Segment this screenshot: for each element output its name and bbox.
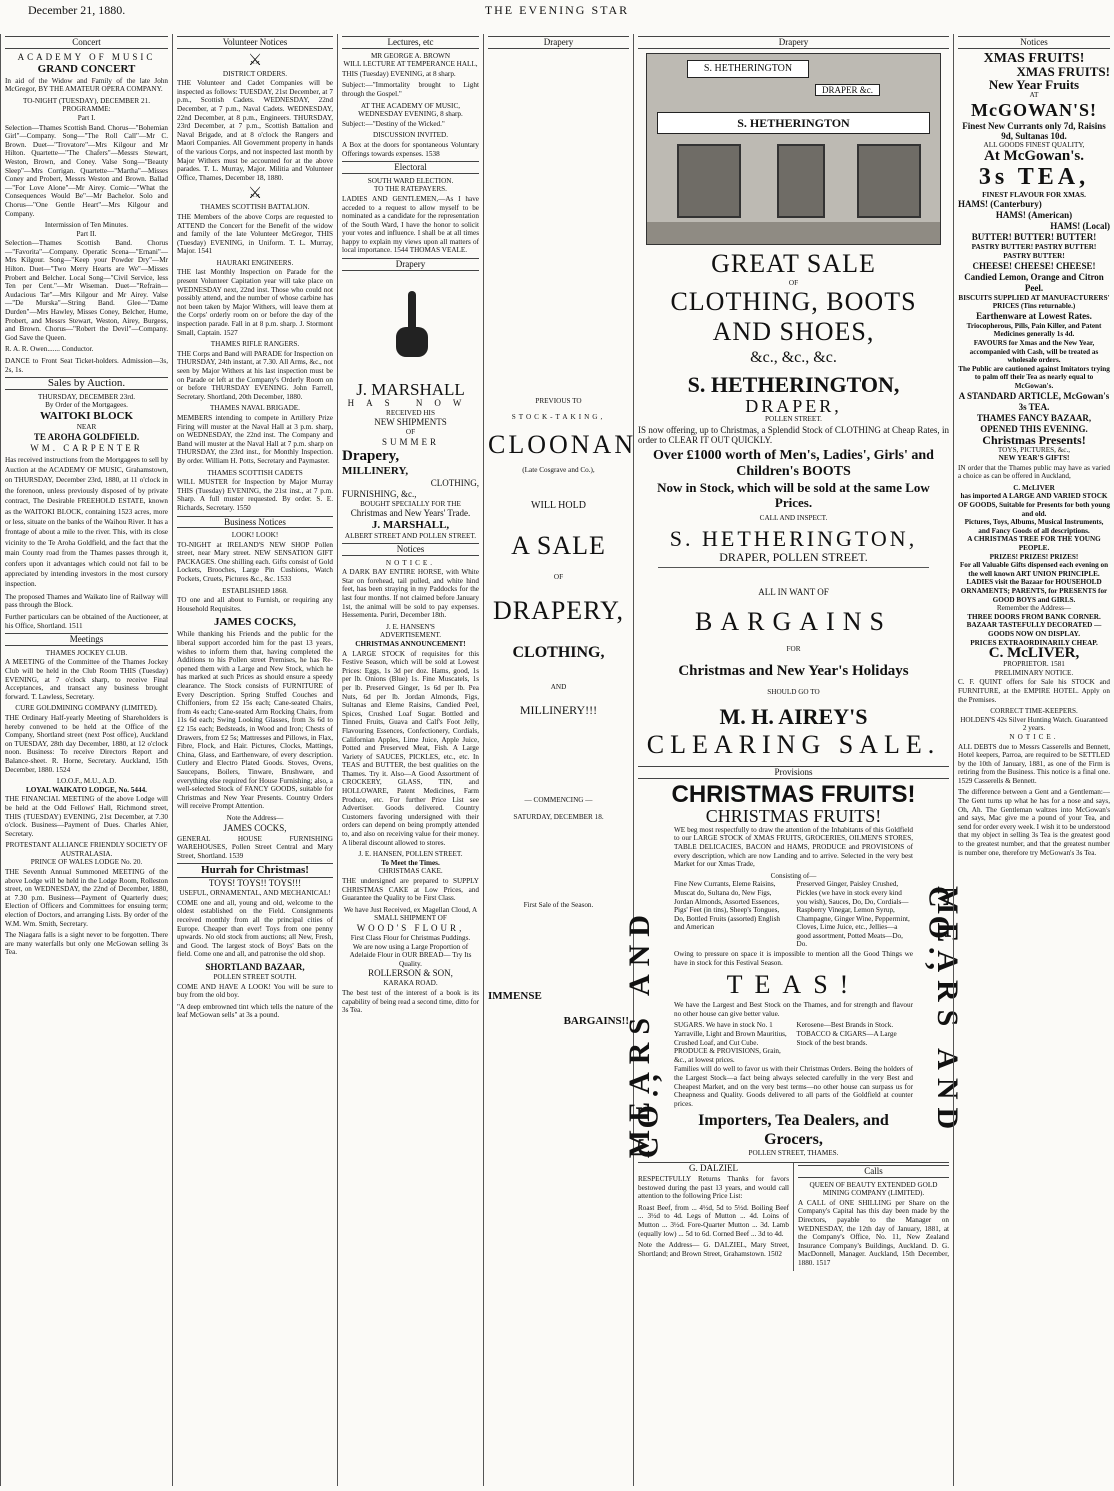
should-go: SHOULD GO TO — [767, 687, 820, 696]
great-sale: GREAT SALE — [711, 248, 876, 278]
previous-to: PREVIOUS TO — [535, 396, 582, 405]
part-one: Part I. — [77, 113, 96, 122]
queen-heading: QUEEN OF BEAUTY EXTENDED GOLD MINING COMPANY (LIMITED). — [809, 1180, 938, 1198]
christmas-announcement: CHRISTMAS ANNOUNCEMENT! — [355, 639, 466, 648]
millinery-word: MILLINERY, — [342, 464, 409, 477]
cake-body: THE undersigned are prepared to SUPPLY CHRISTMAS CAKE at Low Prices, and Guarantee the Quality to be First Class. — [342, 877, 479, 903]
cocks-body: While thanking his Friends and the public for the liberal support accorded him for the past 13 years, wishes to inform them that, having completed the Additions to his Pollen street Premises, he has Re-opened them with a Large and New Stock, which he has marked at such Prices as should ensure a speedy clearance. The Stock consists of FURNITURE of Every Description. Spring Stuffed Couches and Chiffoniers, from £2 15s each; Cane-seated Chairs, from 4s each; Cane-seated Arm Rocking Chairs, from 11s 6d each; Swing Looking Glasses, from 3s 6d to £2 15s each; Bedsteads, in Wood and Iron; Chests of Drawers, from £2 5s; Mattresses and Pillows, in Flax, Fibre, Flock, and Hair. Pictures, Clocks, Mattings, China, Glass, and Earthenware, of every description. Cutlery and Electro Plated Goods. Stoves, Ovens, Saucepans, Boilers, Tinware, Brushware, and everything else required for House Furnishing; also, a well-selected Stock of FANCY GOODS, suitable for Christmas and New Year Presents. Country Orders will receive Prompt Attention. — [177, 630, 333, 811]
prince-body: THE Seventh Annual Summoned MEETING of the above Lodge will be held in the Lodge Room, Rolleston street, on WEDNESDAY, the 22nd of December, 1880, at 7.30 p.m. Business—Payment of Quarterly dues; Election of Officers and Committees for ensuing term; election of Doctors, and arranging Lists. By order of the W.M. Wm. Smith, Secretary. — [5, 868, 168, 928]
of-label-4: OF — [553, 572, 564, 581]
cadets-body: WILL MUSTER for Inspection by Major Murray THIS (Tuesday) EVENING, the 21st inst., at 7 p.m. Sharp. A full muster requested. By order. S. E. Richards, Secretary. 1550 — [177, 478, 333, 512]
near-label: NEAR — [76, 422, 97, 431]
toys-pictures: TOYS, PICTURES, &c., — [997, 445, 1071, 454]
column-mcgowan — [953, 34, 1114, 1486]
mears-body — [623, 825, 964, 1158]
pollen-thames: POLLEN STREET, THAMES. — [748, 1149, 839, 1158]
prince-lodge: PRINCE OF WALES LODGE No. 20. — [30, 858, 143, 867]
column-concert — [0, 34, 172, 1486]
naval-heading: THAMES NAVAL BRIGADE. — [210, 404, 300, 413]
section-notices-3: Notices — [342, 543, 479, 556]
saturday-date: SATURDAY, DECEMBER 18. — [513, 812, 604, 821]
public-caution: The Public are cautioned against Imitators trying to palm off their Tea as nearly equal to McGowan's. — [958, 364, 1110, 390]
dalziel-ad — [638, 1163, 794, 1271]
rifle-body: THE Corps and Band will PARADE for Inspection on THURSDAY, 24th instant, at 7.30. All Arms, &c., not seen by Major Withers at his last inspection must be on Parade or left at the Company's Orderly Room on or before THURSDAY EVENING. John Farrell, Secretary. Shortland, 20th December, 1880. — [177, 349, 333, 401]
hauraki-heading: HAURAKI ENGINEERS. — [216, 258, 294, 267]
sugars: SUGARS. We have in stock No. 1 Yarraville, Light and Brown Mauritius, Crushed Loaf, and Cut Cube. PRODUCE & PROVISIONS, Grain, &c., at lowest prices. — [674, 1021, 787, 1064]
furnishing-word: FURNISHING, &c., — [342, 488, 417, 499]
a-sale: A SALE — [511, 530, 606, 560]
loyal-lodge: LOYAL WAIKATO LODGE, No. 5444. — [26, 785, 147, 794]
new-year-fruits: New Year Fruits — [988, 76, 1080, 92]
fancy-bazaar: THAMES FANCY BAZAAR, OPENED THIS EVENING. — [976, 412, 1092, 434]
kerosene: Kerosene—Best Brands in Stock. TOBACCO & CIGARS—A Large Stock of the best brands. — [796, 1021, 897, 1047]
concert-tonight: TO-NIGHT (TUESDAY), DECEMBER 21. — [22, 96, 151, 105]
protestant-heading: PROTESTANT ALLIANCE FRIENDLY SOCIETY OF AUSTRALASIA. — [5, 841, 168, 858]
loyal-body: THE FINANCIAL MEETING of the above Lodge will be held at the Odd Fellows' Hall, Richmond street, THIS (TUESDAY) EVENING, 21st December, at 7.30 o'clock. Business—Payment of Dues. Charles Ahier, Secretary. — [5, 795, 168, 838]
christmas-presents: Christmas Presents! — [982, 432, 1086, 447]
teas-body: We have the Largest and Best Stock on the Thames, and for strength and flavour no other house can give better value. — [674, 1001, 913, 1018]
box-note: A Box at the doors for spontaneous Voluntary Offerings towards expenses. 1538 — [342, 140, 479, 158]
spacer — [488, 52, 629, 397]
advertisement: ADVERTISEMENT. — [379, 631, 442, 640]
section-drapery-5: Drapery — [638, 36, 949, 49]
battalion-heading: THAMES SCOTTISH BATTALION. — [200, 203, 310, 212]
store-window-left — [677, 144, 741, 218]
section-provisions: Provisions — [638, 766, 949, 779]
just-received: We have Just Received, ex Magellan Cloud, A SMALL SHIPMENT OF — [343, 905, 478, 923]
divider — [658, 567, 929, 568]
horse-body: A DARK BAY ENTIRE HORSE, with White Star on forehead, tail pulled, and white hind feet, has been straying in my Paddocks for the last four months. If not claimed before January 1st, the animal will be sold to pay expenses. Hessementa. Puriri, December 18th. — [342, 568, 479, 620]
bottom-ads — [638, 1162, 949, 1271]
jockey-club: THAMES JOCKEY CLUB. — [45, 648, 128, 657]
concert-aid: In aid of the Widow and Family of the late John McGregor, BY THE AMATEUR OPERA COMPANY. — [5, 76, 168, 94]
bought-specially: BOUGHT SPECIALLY FOR THE — [360, 499, 461, 508]
battalion-body: THE Members of the above Corps are requested to ATTEND the Concert for the Benefit of the widow and family of the late Volunteer McGregor, THIS (Tuesday) EVENING, in Uniform. T. L. Murray, Major. 1541 — [177, 212, 333, 256]
clothing-heading: CLOTHING, — [512, 643, 605, 661]
hansen-body: A LARGE STOCK of requisites for this Festive Season, which will be sold at Lowest Prices: Eggs, 1s 3d per doz. Hams, good, 1s per lb. Onions (Blue) 1s. Fine Muscatels, 1s per lb. Preserved Ginger, 1s 6d per lb. Pea Nuts, 6d per lb. Jordan Almonds, Figs, Sultanas and Eleme Raisins, Candied Peel, Spices, Crushed Loaf Sugar. Bottled and Tinned Fruits, Guava and Calf's Foot Jelly, Flavouring Essences, Confectionery, Cordials, Californian Apples, Lime Juice, Apple Juice, Potted and Preserved Meat, Fish. A Large Variety of SAUCES, PICKLES, etc., etc. In TEAS and BUTTER, the best qualities on the Thames. Try it. Also—A Good Assortment of CROCKERY, GLASS, TIN, and HOLLOWARE, Patent Medicines, Farm Produce, etc. For further Price List see Advertiser. Goods delivered. Country Customers favoring undersigned with their orders can depend on being promptly attended to, and also on receiving value for their money. A liberal discount allowed to stores. — [342, 649, 479, 847]
christmas-cake: CHRISTMAS CAKE. — [378, 867, 443, 876]
pictures-toys: Pictures, Toys, Albums, Musical Instruments, and Fancy Goods of all descriptions. — [964, 518, 1104, 535]
ladies-body: LADIES AND GENTLEMEN,—As I have acceded to a request to allow myself to be nominated as a candidate for the representation of the South Ward, I have the honor to solicit your votes and influence. I shall be at all times happy to explain my views upon all matters of local importance. 1544 THOMAS VEALE. — [342, 194, 479, 255]
subject-one: Subject:—"Immortality brought to Light through the Gospel." — [342, 81, 479, 98]
all-in-want: ALL IN WANT OF — [758, 587, 829, 598]
finest-flavour: FINEST FLAVOUR FOR XMAS. — [982, 190, 1086, 199]
grand-concert-heading: GRAND CONCERT — [37, 62, 136, 75]
crest-icon-2: ⚔ — [247, 185, 263, 203]
cure-company: CURE GOLDMINING COMPANY (LIMITED). — [15, 704, 158, 713]
pollen-street: POLLEN STREET. — [765, 415, 822, 424]
christmas-fruits-2: CHRISTMAS FRUITS! — [705, 805, 882, 826]
programme-heading: PROGRAMME: — [62, 105, 111, 114]
cocks-address: GENERAL HOUSE FURNISHING WAREHOUSES, Pollen Street Central and Mary Street, Shortland. 1539 — [177, 834, 333, 860]
store-door — [777, 144, 825, 218]
column-volunteer — [172, 34, 337, 1486]
standard-article: A STANDARD ARTICLE, McGowan's 3s TEA. — [958, 390, 1110, 412]
store-sign-main: S. HETHERINGTON — [657, 112, 930, 134]
programme-part-two: Selection—Thames Scottish Band. Chorus—"Favorita"—Company. Operatic Scena—"Ernani"—Mrs Kilgour. Song—"Keep your Powder Dry"—Mr Hilton. Duet—"Two Merry Hearts are We"—Misses Probert and Belcher. Local Song—"Civil Service, less Ten per Cent."—Mr Wiseman. Duet—"Refrain—Audacious Tar"—Mrs Kilgour and Mr Airey. Valse—"De Murska"—String Band. Glee—"Dame Durden"—Mrs Hawley, Misses Coney, Belcher, Hume, Probert, and Messrs Stewart, Weston, Airey, Burgess, and Brown. Chorus—"Robert the Devil"—Company. God Save the Queen. — [5, 239, 168, 342]
will-hold: WILL HOLD — [531, 500, 586, 512]
meet-times: To Meet the Times. — [381, 858, 440, 867]
best-test-note: The best test of the interest of a book is its capability of being read a second time, ditto for 3s Tea. — [342, 988, 479, 1015]
james-cocks-heading: JAMES COCKS, — [214, 616, 296, 629]
discussion: DISCUSSION INVITED. — [372, 131, 449, 140]
naval-body: MEMBERS intending to compete in Artillery Prize Firing will muster at the Naval Hall at 3 p.m. sharp, on WEDNESDAY, the 22nd inst. The Company and Band will muster at the Naval Hall at 7 p.m. sharp on THURSDAY, the 23rd inst., for Monthly Inspection. By order. William H. Potts, Secretary and Paymaster. — [177, 413, 333, 465]
section-drapery-4: Drapery — [488, 36, 629, 49]
of-label: OF — [405, 428, 416, 437]
offer-text: IS now offering, up to Christmas, a Splendid Stock of CLOTHING at Cheap Rates, in order to CLEAR IT OUT QUICKLY. — [638, 424, 949, 445]
cheese-line: CHEESE! CHEESE! CHEESE! — [972, 260, 1096, 271]
candied-peel: Candied Lemon, Orange and Citron Peel. — [964, 271, 1104, 293]
triocopherous: Triocopherous, Pills, Pain Killer, and Patent Medicines generally 1s 4d. — [966, 321, 1102, 339]
mears-vertical-left: MEARS AND CO., — [623, 906, 665, 1158]
dance-admission: DANCE to Front Seat Ticket-holders. Admission—3s, 2s, 1s. — [5, 357, 168, 374]
at-mcgowans: At McGowan's. — [984, 147, 1084, 164]
cadets-heading: THAMES SCOTTISH CADETS — [207, 468, 303, 477]
auction-order: By Order of the Mortgagees. — [45, 401, 128, 410]
has-now: HAS NOW — [347, 397, 474, 408]
queen-body: A CALL of ONE SHILLING per Share on the Company's Capital has this day been made by the Directors, payable to the Manager on WEDNESDAY, the 12th day of January, 1881, at the Company's Office, No. 11, New Zealand Insurance Company's Buildings, Auckland. D. G. MacDonnell, Manager. Auckland, 15th December, 1880. 1517 — [798, 1198, 949, 1267]
quint-notice: C. F. QUINT offers for Sale his STOCK and FURNITURE, at the EMPIRE HOTEL. Apply on the Premises. — [958, 678, 1110, 704]
earthenware: Earthenware at Lowest Rates. — [976, 310, 1092, 321]
conductor: R. A. R. Owen....... Conductor. — [5, 345, 94, 354]
academy-heading: ACADEMY OF MUSIC — [17, 51, 156, 62]
importers: Importers, Tea Dealers, and Grocers, — [698, 1112, 889, 1149]
column-drapery-cloonan — [483, 34, 637, 1486]
draper-heading: DRAPER, — [745, 396, 842, 417]
at-label: AT — [1029, 90, 1039, 99]
lecture-place: WILL LECTURE AT TEMPERANCE HALL, — [343, 60, 478, 69]
mcgowans-heading: McGOWAN'S! — [971, 100, 1097, 121]
paper-title: THE EVENING STAR — [484, 3, 630, 17]
christmas-tree: A CHRISTMAS TREE FOR THE YOUNG PEOPLE. — [967, 535, 1101, 553]
look-heading: LOOK! LOOK! — [231, 531, 279, 540]
dalziel-prices: Roast Beef, from ... 4½d, 5d to 5½d. Boiling Beef ... 3½d to 4d. Legs of Mutton ... 4d. Loins of Mutton ... 3½d. Fore-Quarter Mutton ... 3d. Lamb (equally low) ... 5d to 6d. Corned Beef ... 3d to 4d. — [638, 1203, 789, 1238]
cloonan-heading: CLOONAN — [488, 429, 637, 459]
auction-body: Has received instructions from the Mortgagees to sell by Auction at the ACADEMY OF MUSIC, Grahamstown, on THURSDAY, December 23rd, 1880, at 11 o'clock in the forenoon, unless previously disposed of by private contract, The Desirable FREEHOLD ESTATE, known as the WAITOKI BLOCK, containing 1523 acres, more or less, situate on the banks of the Waihou River. It has a frontage of about a mile to the river. This, with its close vicinity to the Te Aroha Goldfield, and the fact that the main County road from the Thames passes through it, confers upon it advantages which could not fail to be appreciated by intending investors in the most cursory inspection. — [5, 455, 168, 589]
storefront-image — [646, 53, 941, 245]
proprietor: PROPRIETOR. 1581 — [1003, 660, 1065, 669]
section-notices-6: Notices — [958, 36, 1110, 49]
remember-address: Remember the Address— — [996, 604, 1072, 613]
crest-icon: ⚔ — [247, 51, 263, 69]
favours: FAVOURS for Xmas and the New Year, accompanied with Cash, will be treated as wholesale orders. — [969, 338, 1099, 365]
imported: has imported A LARGE AND VARIED STOCK OF GOODS, Suitable for Presents for both young and old. — [958, 492, 1110, 518]
intermission: Intermission of Ten Minutes. — [44, 221, 129, 230]
bargains-heading: BARGAINS — [695, 606, 892, 636]
hansen-heading: J. E. HANSEN'S — [386, 622, 435, 631]
district-body: THE Volunteer and Cadet Companies will be inspected as follows: TUESDAY, 21st December, at 7 p.m., Scottish Cadets. WEDNESDAY, 22nd December, at 7 p.m., Naval Cadets. WEDNESDAY, 22nd December, at 8 p.m., Engineers. THURSDAY, 23rd December, at 7 p.m., Scottish Battalion and Naval Brigade, and at 8 o'clock the Rangers and Maori Companies. All Government property in hands of the various Corps, and not inspected last month by Major Withers must be accounted for at the above parades. T. L. Murray, Major. Militia and Volunteer Office, Thames, December 18, 1880. — [177, 79, 333, 182]
etc-line: &c., &c., &c. — [750, 349, 837, 367]
column-hetherington — [623, 34, 964, 1486]
hams-local: HAMS! (Local) — [1050, 221, 1110, 232]
teas-heading: TEAS! — [726, 970, 861, 1000]
street-ground — [647, 222, 940, 244]
hams-american: HAMS! (American) — [995, 210, 1073, 221]
look-body: TO-NIGHT at IRELAND'S NEW SHOP Pollen street, near Mary street. NEW SENSATION GIFT PACKAGES. One shilling each. Gifts consist of Gold Lockets, Brooches, Large Pin Cushions, Watch Pockets, Cruets, Pictures &c., &c. 1533 — [177, 540, 333, 584]
cure-body: THE Ordinary Half-yearly Meeting of Shareholders is hereby convened to be held at the Office of the Company, Shortland street (next Post office), Auckland on TUESDAY, 28th day December, 1880, at 12 o'clock noon. Business: To receive Directors Report and Balance-sheet. R. Horne, Secretary. Auckland, 15th December, 1880. 1524 — [5, 713, 168, 774]
waitoki-heading: WAITOKI BLOCK — [39, 409, 134, 422]
and-label: AND — [550, 682, 567, 691]
hauraki-body: THE last Monthly Inspection on Parade for the present Volunteer Capitation year will take place on WEDNESDAY next, 22nd inst. Those who could not possibly attend, and the number of whose carbine has not been taken by Major Withers, will leave them at the Corps' orderly room on or before the day of the inspection parade. Fall in at 8 p.m. sharp. J. Stormont Small, Captain. 1527 — [177, 268, 333, 337]
section-meetings: Meetings — [5, 633, 168, 646]
section-electoral: Electoral — [342, 161, 479, 174]
first-sale: First Sale of the Season. — [523, 901, 594, 910]
brown-heading: MR GEORGE A. BROWN — [370, 51, 451, 60]
tea-3s: 3s TEA, — [978, 163, 1090, 190]
over-1000: Over £1000 worth of Men's, Ladies', Girls' and Children's BOOTS — [653, 447, 934, 479]
late-cosgrave: (Late Cosgrave and Co.), — [522, 465, 595, 474]
te-aroha-heading: TE AROHA GOLDFIELD. — [33, 431, 140, 442]
come-look: COME AND HAVE A LOOK! You will be sure to buy from the old boy. — [177, 982, 333, 1000]
ladies-visit: LADIES visit the Bazaar for HOUSEHOLD ORNAMENTS; PARENTS, for PRESENTS for GOOD BOYS and GIRLS. — [960, 578, 1108, 604]
woods-flour: WOOD'S FLOUR, — [356, 922, 465, 933]
iof-heading: I.O.O.F., M.U., A.D. — [56, 777, 117, 786]
store-sign-top: S. HETHERINGTON — [687, 60, 809, 78]
useful-heading: USEFUL, ORNAMENTAL, AND MECHANICAL! — [179, 889, 331, 898]
for-label: FOR — [786, 644, 801, 653]
masthead — [0, 0, 1114, 20]
prizes: PRIZES! PRIZES! PRIZES! — [989, 552, 1079, 561]
section-volunteer: Volunteer Notices — [177, 36, 333, 49]
summer: SUMMER — [381, 436, 439, 447]
of-label-5: OF — [788, 278, 799, 287]
further-particulars: Further particulars can be obtained of the Auctioneer, at his Office, Shortland. 1511 — [5, 613, 168, 630]
gent-difference: The difference between a Gent and a Gentleman:—The Gent turns up what he has for a nose and says, Oh, Ah. The Gentleman waltzes into McGowan's and says, Mac give me a pound of your Tea, and send for order every week. I wish it to be understood that my object in selling 3s Tea is the greatest good to the greatest number, and that the greatest number is number one, therefore try McGowan's 3s Tea. — [958, 788, 1110, 857]
new-years-gifts: NEW YEAR'S GIFTS! — [998, 454, 1070, 463]
call-inspect: CALL AND INSPECT. — [759, 513, 828, 522]
valuable-gifts: For all Valuable Gifts dispensed each evening on the well known ART UNION PRINCIPLE. — [959, 561, 1109, 578]
niagara-note: The Niagara falls is a sight never to be forgotten. There are many waterfalls but only one McGowan selling 3s Tea. — [5, 931, 168, 957]
rifle-heading: THAMES RIFLE RANGERS. — [210, 340, 300, 349]
airey-heading: M. H. AIREY'S — [719, 704, 868, 730]
rollerson: ROLLERSON & SON, — [368, 968, 453, 979]
received-his: RECEIVED HIS — [386, 408, 435, 417]
dalziel-body: RESPECTFULLY Returns Thanks for favors bestowed during the past 13 years, and would call attention to the following Price List: — [638, 1174, 789, 1201]
mcliver-heading-2: C. McLIVER, — [988, 645, 1080, 662]
marshall-heading: J. MARSHALL — [356, 379, 465, 399]
decorated: BAZAAR TASTEFULLY DECORATED —GOODS NOW ON DISPLAY. — [966, 621, 1102, 638]
butter-line: BUTTER! BUTTER! BUTTER! — [971, 232, 1097, 243]
immense: IMMENSE — [488, 989, 542, 1002]
biscuits: BISCUITS SUPPLIED AT MANUFACTURERS' PRICES (Tins returnable.) — [958, 293, 1110, 311]
lecture-this: THIS (Tuesday) EVENING, at 8 sharp. — [342, 69, 456, 78]
drapery-word: Drapery, — [342, 447, 400, 464]
draper-pollen: DRAPER, POLLEN STREET. — [719, 550, 868, 565]
consisting: Consisting of— — [770, 871, 817, 880]
mcliver-heading: C. McLIVER — [1013, 483, 1055, 492]
debts-notice: ALL DEBTS due to Messrs Casserells and Bennett, Hotel keepers, Parroa, are required to be SETTLED by the 10th of January, 1881, as one of the Firm is retiring from the Business. This notice is a final one. 1529 Casserells & Bennett. — [958, 742, 1110, 785]
all-goods: ALL GOODS FINEST QUALITY, — [983, 141, 1085, 150]
established-body: TO one and all about to Furnish, or requiring any Household Requisites. — [177, 596, 333, 613]
hetherington-heading-2: S. HETHERINGTON, — [669, 526, 918, 552]
shortland-address: POLLEN STREET SOUTH. — [213, 973, 297, 982]
pointing-hand-icon — [388, 291, 434, 361]
millinery-heading: MILLINERY!!! — [519, 703, 598, 718]
prices-cheap: PRICES EXTRAORDINARILY CHEAP. — [970, 638, 1098, 647]
column-lectures — [337, 34, 483, 1486]
mears-vertical-right: MEARS AND CO., — [922, 885, 964, 1137]
marshall-heading-2: J. MARSHALL, — [371, 519, 450, 532]
shortland-bazaar: SHORTLAND BAZAAR, — [205, 962, 305, 973]
hams-canterbury: HAMS! (Canterbury) — [958, 199, 1042, 210]
store-sign-draper: DRAPER &c. — [815, 84, 880, 97]
carpenter-name: WM. CARPENTER — [30, 442, 143, 453]
clearing-sale: CLEARING SALE. — [646, 730, 941, 760]
notice-6: NOTICE. — [1009, 732, 1059, 741]
stock-taking: STOCK-TAKING, — [511, 413, 606, 422]
ratepayers: TO THE RATEPAYERS. — [374, 185, 447, 194]
christmas-fruits-1: CHRISTMAS FRUITS! — [671, 780, 916, 808]
sugars-row — [674, 1021, 913, 1064]
list-left: Fine New Currants, Eleme Raisins, Muscat do, Sultana do, New Figs, Jordan Almonds, Assorted Essences, Pigs' Feet (in tins), Sheep's Tongues, Do, Bottled Fruits (assorted) English and American — [674, 880, 781, 932]
store-window-right — [857, 144, 921, 218]
finest-currants: Finest New Currants only 7d, Raisins 9d, Sultanas 10d. — [962, 121, 1106, 142]
come-body: COME one and all, young and old, welcome to the oldest established on the Field. Consignments received monthly from all the principal cities of Europe. Cheaper than ever! Toys from one penny upwards. No old stock from auctions; all New, Fresh, and Good. The largest stock of Boys' Bats on the field. Come one and all, and patronise the old shop. — [177, 898, 333, 959]
first-class-flour: First Class Flour for Christmas Puddings. — [350, 933, 471, 942]
families-note: Families will do well to favor us with their Christmas Orders. Being the holders of the Largest Stock—a fact being always selected carefully in the very Best and Cheapest Market, and on the very best terms—no other house can surpass us for Cheapness and Quality. Goods delivered to all parts of the Goldfield at counter prices. — [674, 1065, 913, 1108]
preliminary-notice: PRELIMINARY NOTICE. — [994, 668, 1074, 677]
auction-date: THURSDAY, DECEMBER 23rd. — [37, 392, 136, 401]
holdens: HOLDEN'S 42s Silver Hunting Watch. Guaranteed 2 years. — [960, 715, 1108, 733]
dalziel-address: Note the Address— G. DALZIEL, Mary Street, Shortland; and Brown Street, Grahamstown. 1502 — [638, 1241, 789, 1258]
hetherington-heading: S. HETHERINGTON, — [687, 372, 900, 398]
drapery-heading: DRAPERY, — [492, 595, 625, 625]
section-auction: Sales by Auction. — [5, 377, 168, 390]
correct-time: CORRECT TIME-KEEPERS. — [990, 707, 1078, 716]
goods-lists — [674, 880, 913, 949]
clothing-word: CLOTHING, — [430, 477, 479, 488]
notice-heading: NOTICE. — [385, 558, 436, 567]
pastry-butter: PASTRY BUTTER! PASTRY BUTTER! PASTRY BUTTER! — [971, 243, 1097, 260]
subject-two: Subject:—"Destiny of the Wicked." — [342, 119, 445, 128]
in-order: IN order that the Thames public may have as varied a choice as can be offered in Auckland, — [958, 463, 1110, 481]
toys-heading: TOYS! TOYS!! TOYS!!! — [208, 878, 302, 889]
commencing: — COMMENCING — — [524, 796, 593, 805]
christmas-trade: Christmas and New Years' Trade. — [350, 508, 471, 519]
south-ward: SOUTH WARD ELECTION. — [367, 176, 454, 185]
section-lectures: Lectures, etc — [342, 36, 479, 49]
academy-evening: AT THE ACADEMY OF MUSIC, WEDNESDAY EVENING, 8 sharp. — [358, 101, 463, 119]
note-address: Note the Address— — [226, 813, 284, 822]
bargains: BARGAINS!! — [563, 1014, 629, 1027]
owing-note: Owing to pressure on space it is impossible to mention all the Good Things we have in stock for this Festival Season. — [674, 950, 913, 967]
karaka-road: KARAKA ROAD. — [383, 979, 438, 988]
christmas-holidays: Christmas and New Year's Holidays — [678, 662, 909, 679]
district-orders: DISTRICT ORDERS. — [222, 69, 288, 78]
calls-ad — [794, 1163, 949, 1271]
we-beg: WE beg most respectfully to draw the attention of the Inhabitants of this Goldfield to our LARGE STOCK of XMAS FRUITS, GROCERIES, OILMEN'S STORES, TABLE DELICACIES, BACON and HAMS, PRODUCE and PROVISIONS of every description, which are now Landing and to arrive. Selected in the very best Market for our Xmas Trade, — [674, 825, 913, 869]
programme-part-one: Selection—Thames Scottish Band. Chorus—"Bohemian Girl"—Company. Song—"The Roll Call"—Mr C. Brown. Duet—"Trovatore"—Mrs Kilgour and Mr Hilton. Quartette—"The Chafers"—Messrs Stewart, Weston, Brown, and Coney. Valse Song—"Beauty Sleep"—Mrs Corrigan. Quartette—"Martha"—Misses Coney and Probert, Messrs Weston and Brown. Ballad—"For Love Alone"—Mr Airey. Comic—"What the Consequences Would Be"—Mr Bachelor. Solo and Chorus—"One Gentle Heart"—Mrs Kilgour and Company. — [5, 123, 168, 218]
list-right: Preserved Ginger, Paisley Crushed, Pickles (we have in stock every kind you wish), Sauces, Do, Do, Cordials—Raspberry Vinegar, Lemon Syrup, Champagne, Ginger Wine, Peppermint, Cloves, Lime Juice, etc., Jellies—a good assortment, Potted Meats—Do, Do. — [796, 880, 910, 949]
railway-note: The proposed Thames and Waikato line of Railway will pass through the Block. — [5, 592, 168, 610]
albert-street: ALBERT STREET AND POLLEN STREET. — [344, 532, 477, 541]
hurrah-heading: Hurrah for Christmas! — [177, 863, 333, 878]
section-drapery-3: Drapery — [342, 258, 479, 271]
section-calls: Calls — [798, 1165, 949, 1178]
dalziel-heading: G. DALZIEL — [689, 1162, 738, 1173]
xmas-fruits-1: XMAS FRUITS! — [983, 50, 1085, 66]
deep-tint-note: "A deep embrowned tint which tells the nature of the leaf McGowan sells" at 3s a pound. — [177, 1002, 333, 1020]
hansen-sign: J. E. HANSEN, POLLEN STREET. — [358, 850, 463, 859]
jockey-body: A MEETING of the Committee of the Thames Jockey Club will be held in the Club Room THIS (Tuesday) EVENING, at 7 o'clock sharp, to receive Final Acceptances, and transact any business brought forward. T. Lawless, Secretary. — [5, 658, 168, 701]
james-cocks-heading-2: JAMES COCKS, — [223, 822, 287, 833]
section-concert: Concert — [5, 36, 168, 49]
new-shipments: NEW SHIPMENTS — [374, 417, 447, 428]
now-in-stock: Now in Stock, which will be sold at the same Low Prices. — [657, 479, 930, 510]
part-two: Part II. — [76, 229, 97, 238]
issue-date: December 21, 1880. — [28, 3, 126, 17]
three-doors: THREE DOORS FROM BANK CORNER. — [967, 612, 1101, 621]
clothing-boots-shoes: CLOTHING, BOOTS AND SHOES, — [670, 287, 917, 347]
established: ESTABLISHED 1868. — [222, 586, 288, 595]
xmas-fruits-2: XMAS FRUITS! — [1016, 63, 1110, 79]
section-business: Business Notices — [177, 516, 333, 529]
bread-note: We are now using a Large Proportion of Adelaide Flour in OUR BREAD— Try Its Quality. — [349, 942, 472, 968]
